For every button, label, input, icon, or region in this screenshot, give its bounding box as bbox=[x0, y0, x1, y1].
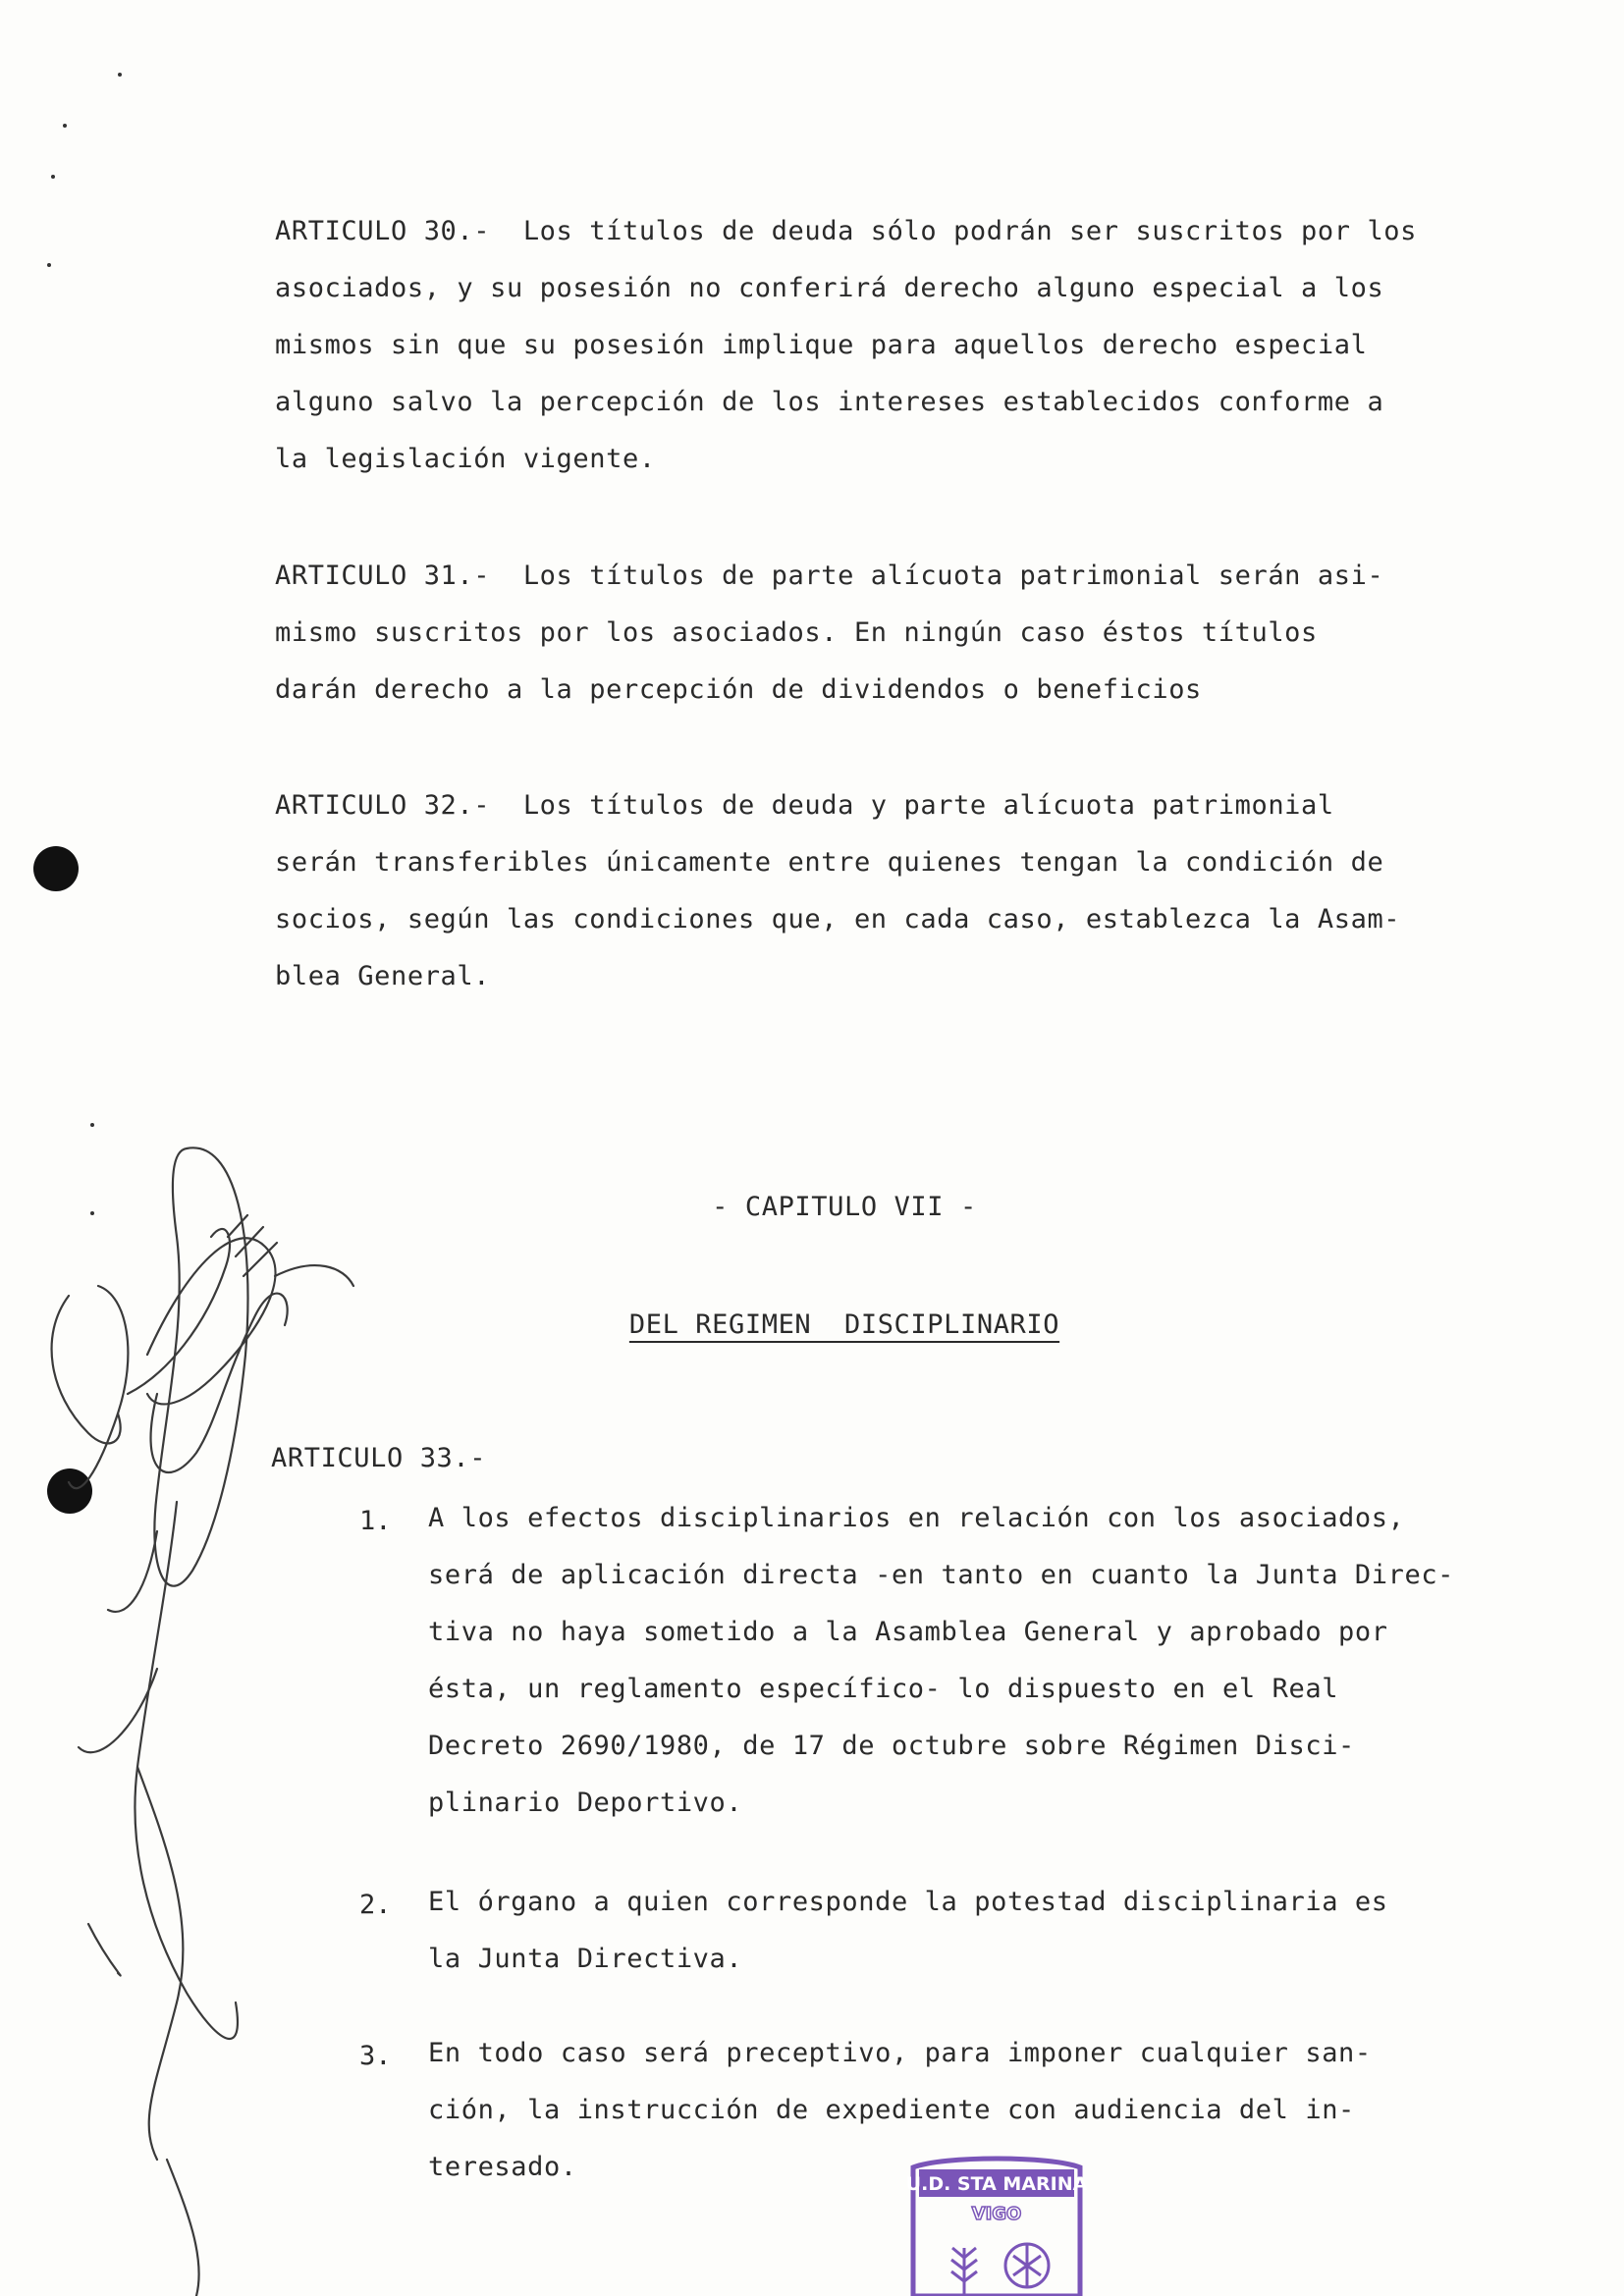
article-30-line: mismos sin que su posesión implique para aquellos derecho especial bbox=[275, 330, 1368, 360]
article-33-title-text: ARTICULO 33.- bbox=[271, 1443, 487, 1473]
item-line: será de aplicación directa -en tanto en cuanto la Junta Direc- bbox=[428, 1560, 1455, 1590]
item-line: En todo caso será preceptivo, para imponer cualquier san- bbox=[428, 2038, 1372, 2068]
article-30-line: ARTICULO 30.- Los títulos de deuda sólo podrán ser suscritos por los bbox=[275, 216, 1418, 246]
article-32-line: socios, según las condiciones que, en cada caso, establezca la Asam- bbox=[275, 904, 1401, 934]
item-line: teresado. bbox=[428, 2152, 577, 2182]
article-31-line: darán derecho a la percepción de dividendos o beneficios bbox=[275, 674, 1202, 705]
item-line: tiva no haya sometido a la Asamblea General y aprobado por bbox=[428, 1617, 1388, 1647]
item-line: A los efectos disciplinarios en relación con los asociados, bbox=[428, 1503, 1405, 1533]
article-32-line: ARTICULO 32.- Los títulos de deuda y parte alícuota patrimonial bbox=[275, 790, 1334, 821]
item-line: El órgano a quien corresponde la potestad disciplinaria es bbox=[428, 1887, 1388, 1917]
article-31-line: mismo suscritos por los asociados. En ningún caso éstos títulos bbox=[275, 617, 1318, 648]
article-30-line: alguno salvo la percepción de los intereses establecidos conforme a bbox=[275, 387, 1384, 417]
item-line: ción, la instrucción de expediente con audiencia del in- bbox=[428, 2095, 1355, 2125]
stamp-text-bottom: VIGO bbox=[971, 2204, 1022, 2224]
item-line: la Junta Directiva. bbox=[428, 1944, 743, 1974]
item-line: Decreto 2690/1980, de 17 de octubre sobre Régimen Disci- bbox=[428, 1731, 1355, 1761]
chapter-heading: - CAPITULO VII - bbox=[712, 1192, 977, 1222]
article-30-line: asociados, y su posesión no conferirá derecho alguno especial a los bbox=[275, 273, 1384, 303]
article-33-item-number: 3. bbox=[359, 2041, 392, 2071]
article-33-item-number: 2. bbox=[359, 1890, 392, 1920]
item-line: ésta, un reglamento específico- lo dispuesto en el Real bbox=[428, 1674, 1339, 1704]
chapter-subheading: DEL REGIMEN DISCIPLINARIO bbox=[628, 1309, 1060, 1340]
item-line: plinario Deportivo. bbox=[428, 1788, 743, 1818]
article-32-line: blea General. bbox=[275, 961, 491, 991]
stamp-text-top: U.D. STA MARINA bbox=[905, 2173, 1088, 2195]
article-33-item-number: 1. bbox=[359, 1506, 392, 1536]
article-30-line: la legislación vigente. bbox=[275, 444, 656, 474]
article-31-line: ARTICULO 31.- Los títulos de parte alícuota patrimonial serán asi- bbox=[275, 561, 1384, 591]
article-32-line: serán transferibles únicamente entre quienes tengan la condición de bbox=[275, 847, 1384, 878]
